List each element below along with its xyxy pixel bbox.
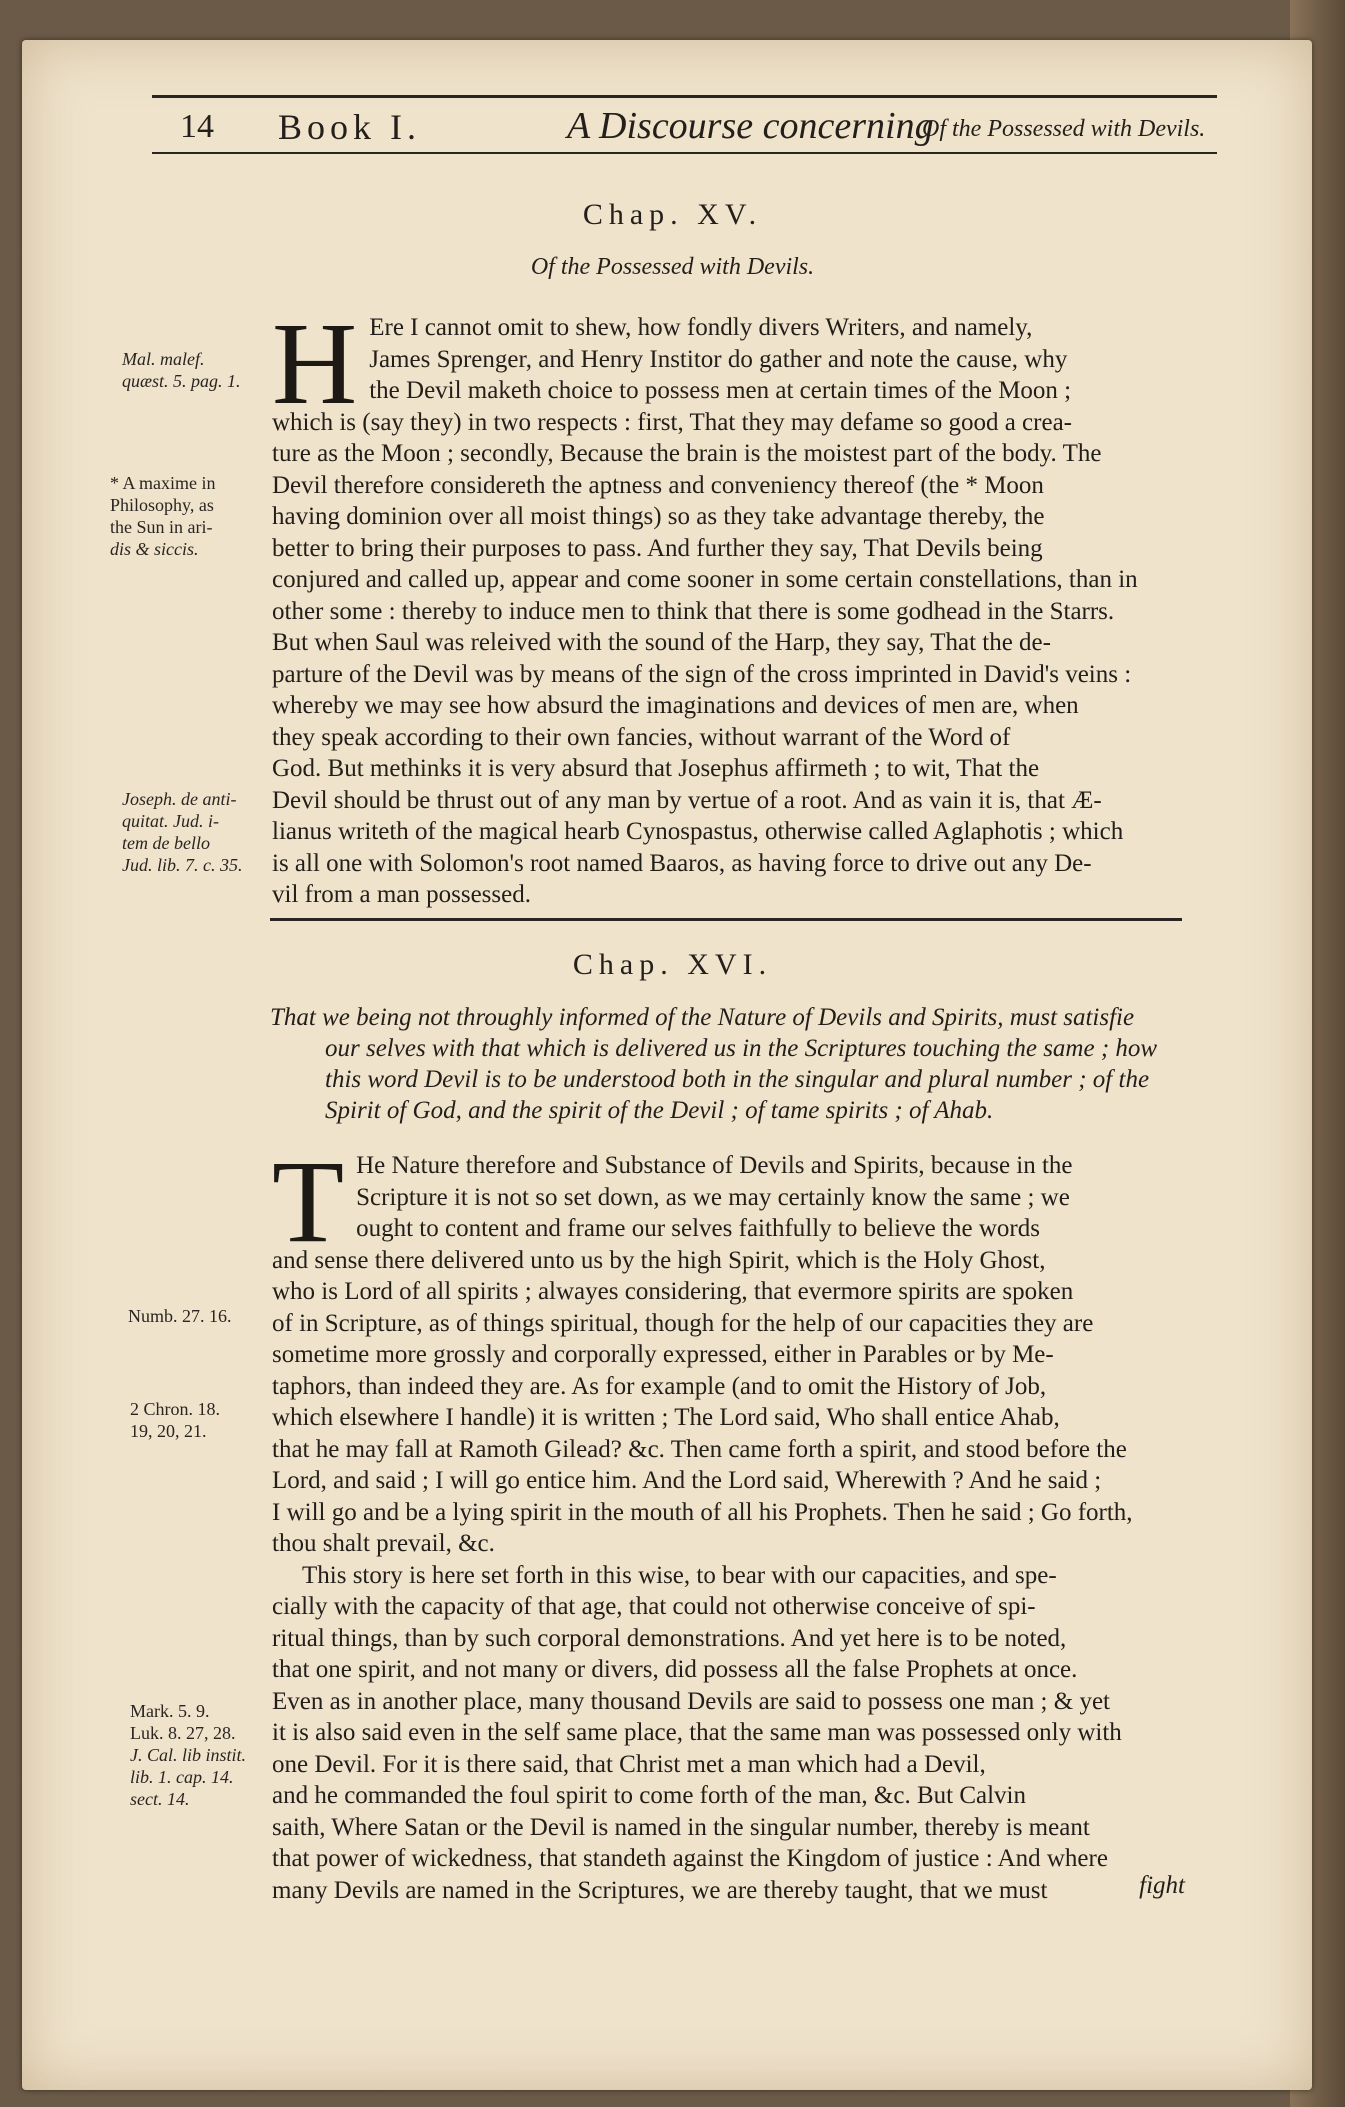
margin-note-line: sect. 14.	[130, 1789, 190, 1809]
text-line: This story is here set forth in this wise, to bear with our capacities, and spe-	[302, 1561, 1057, 1589]
margin-note-line: Mal. malef.	[122, 349, 205, 369]
catchword: fight	[1139, 1872, 1185, 1899]
text-line: ture as the Moon ; secondly, Because the brain is the moistest part of the body. The	[272, 440, 1102, 467]
text-line: Devil therefore considereth the aptness and conveniency thereof (the * Moon	[272, 471, 1044, 499]
section-divider	[270, 918, 1182, 921]
chapter-16-summary	[270, 1002, 1186, 1126]
text-line: lianus writeth of the magical hearb Cynospastus, otherwise called Aglaphotis ; which	[272, 818, 1124, 845]
text-line: He Nature therefore and Substance of Devils and Spirits, because in the	[356, 1152, 1073, 1179]
text-line: having dominion over all moist things) so as they take advantage thereby, the	[272, 503, 1045, 530]
text-line: James Sprenger, and Henry Institor do gather and note the cause, why	[369, 345, 1068, 373]
margin-note-line: lib. 1. cap. 14.	[130, 1767, 234, 1787]
text-line: of in Scripture, as of things spiritual, though for the help of our capacities they are	[272, 1309, 1094, 1337]
chapter-15-title: Chap. XV.	[582, 198, 763, 231]
text-line: ought to content and frame our selves faithfully to believe the words	[356, 1215, 1040, 1242]
text-line: Scripture it is not so set down, as we may certainly know the same ; we	[356, 1183, 1070, 1211]
chapter-15-subtitle: Of the Possessed with Devils.	[530, 254, 815, 280]
text-line: the Devil maketh choice to possess men at certain times of the Moon ;	[369, 377, 1072, 404]
text-line: they speak according to their own fancies, without warrant of the Word of	[272, 723, 1011, 751]
margin-note-line: dis & siccis.	[110, 539, 199, 559]
margin-note-line: Philosophy, as	[110, 495, 214, 515]
text-line: other some : thereby to induce men to think that there is some godhead in the Starrs.	[272, 597, 1115, 625]
chapter-15-body	[272, 298, 1182, 911]
book-label: Book I.	[278, 107, 421, 147]
text-line: Devil should be thrust out of any man by vertue of a root. And as vain it is, that Æ-	[272, 786, 1102, 814]
margin-note-line: quitat. Jud. i-	[122, 811, 219, 831]
text-line: that power of wickedness, that standeth against the Kingdom of justice : And where	[272, 1845, 1108, 1872]
text-line: which is (say they) in two respects : first, That they may defame so good a crea-	[272, 408, 1072, 436]
text-line: many Devils are named in the Scriptures, we are thereby taught, that we must	[272, 1876, 1048, 1904]
text-line: Even as in another place, many thousand Devils are said to possess one man ; & yet	[272, 1687, 1110, 1715]
text-line: and he commanded the foul spirit to come forth of the man, &c. But Calvin	[272, 1782, 1026, 1809]
text-line: Lord, and said ; I will go entice him. And the Lord said, Wherewith ? And he said ;	[272, 1467, 1102, 1494]
margin-note-line: 2 Chron. 18.	[130, 1399, 220, 1419]
summary-line: this word Devil is to be understood both in the singular and plural number ; of the	[325, 1066, 1150, 1093]
running-title: A Discourse concerning	[567, 105, 934, 147]
text-line: saith, Where Satan or the Devil is named in the singular number, thereby is meant	[272, 1813, 1090, 1841]
summary-line: That we being not throughly informed of the Nature of Devils and Spirits, must satisfie	[270, 1004, 1135, 1031]
text-line: But when Saul was releived with the sound of the Harp, they say, That the de-	[272, 629, 1051, 656]
margin-note	[122, 788, 242, 876]
margin-note	[130, 1398, 220, 1442]
margin-note-line: Jud. lib. 7. c. 35.	[122, 855, 243, 875]
text-line: is all one with Solomon's root named Baaros, as having force to drive out any De-	[272, 849, 1092, 877]
text-line: vil from a man possessed.	[272, 881, 531, 908]
summary-line: our selves with that which is delivered us in the Scriptures touching the same ; how	[325, 1035, 1158, 1062]
margin-note-line: 19, 20, 21.	[130, 1421, 207, 1441]
running-subtitle: Of the Possessed with Devils.	[922, 116, 1206, 142]
margin-note-line: Luk. 8. 27, 28.	[130, 1723, 236, 1743]
chapter-16-body	[272, 1136, 1182, 1906]
margin-note	[128, 1305, 232, 1327]
text-line: sometime more grossly and corporally expressed, either in Parables or by Me-	[272, 1341, 1054, 1368]
page-number: 14	[180, 108, 214, 145]
drop-cap: T	[272, 1136, 345, 1267]
header-rule	[152, 152, 1217, 154]
text-line: whereby we may see how absurd the imaginations and devices of men are, when	[272, 692, 1079, 719]
summary-line: Spirit of God, and the spirit of the Devil ; of tame spirits ; of Ahab.	[325, 1097, 994, 1124]
text-line: thou shalt prevail, &c.	[272, 1530, 495, 1557]
text-line: God. But methinks it is very absurd that Josephus affirmeth ; to wit, That the	[272, 755, 1040, 782]
text-line: cially with the capacity of that age, that could not otherwise conceive of spi-	[272, 1593, 1036, 1620]
text-line: one Devil. For it is there said, that Christ met a man which had a Devil,	[272, 1750, 986, 1778]
margin-note-line: J. Cal. lib instit.	[130, 1745, 247, 1765]
text-line: taphors, than indeed they are. As for example (and to omit the History of Job,	[272, 1372, 1047, 1400]
header-rule	[152, 95, 1217, 98]
text-line: and sense there delivered unto us by the high Spirit, which is the Holy Ghost,	[272, 1246, 1046, 1274]
text-line: Ere I cannot omit to shew, how fondly divers Writers, and namely,	[369, 314, 1033, 341]
text-line: ritual things, than by such corporal demonstrations. And yet here is to be noted,	[272, 1624, 1067, 1652]
text-line: who is Lord of all spirits ; alwayes considering, that evermore spirits are spoken	[272, 1278, 1074, 1305]
margin-note-line: the Sun in ari-	[110, 517, 213, 537]
margin-note	[110, 472, 216, 560]
text-line: it is also said even in the self same place, that the same man was possessed only with	[272, 1719, 1122, 1746]
margin-note	[130, 1700, 246, 1810]
text-line: parture of the Devil was by means of the sign of the cross imprinted in David's veins :	[272, 660, 1132, 688]
text-line: which elsewhere I handle) it is written ; The Lord said, Who shall entice Ahab,	[272, 1404, 1060, 1431]
running-header	[180, 102, 1220, 150]
text-line: better to bring their purposes to pass. And further they say, That Devils being	[272, 534, 1043, 562]
margin-note-line: tem de bello	[122, 833, 210, 853]
margin-note-line: Numb. 27. 16.	[128, 1306, 232, 1326]
text-line: that he may fall at Ramoth Gilead? &c. Then came forth a spirit, and stood before the	[272, 1435, 1127, 1463]
text-line: conjured and called up, appear and come sooner in some certain constellations, than in	[272, 566, 1138, 593]
margin-note-line: quæst. 5. pag. 1.	[122, 371, 241, 391]
margin-note	[122, 348, 241, 392]
chapter-16-title: Chap. XVI.	[572, 948, 773, 981]
text-line: I will go and be a lying spirit in the mouth of all his Prophets. Then he said ; Go forth,	[272, 1498, 1133, 1526]
drop-cap: H	[272, 298, 358, 429]
margin-note-line: * A maxime in	[110, 473, 216, 493]
margin-note-line: Mark. 5. 9.	[130, 1701, 210, 1721]
text-line: that one spirit, and not many or divers, did possess all the false Prophets at once.	[272, 1656, 1078, 1683]
margin-note-line: Joseph. de anti-	[122, 789, 237, 809]
